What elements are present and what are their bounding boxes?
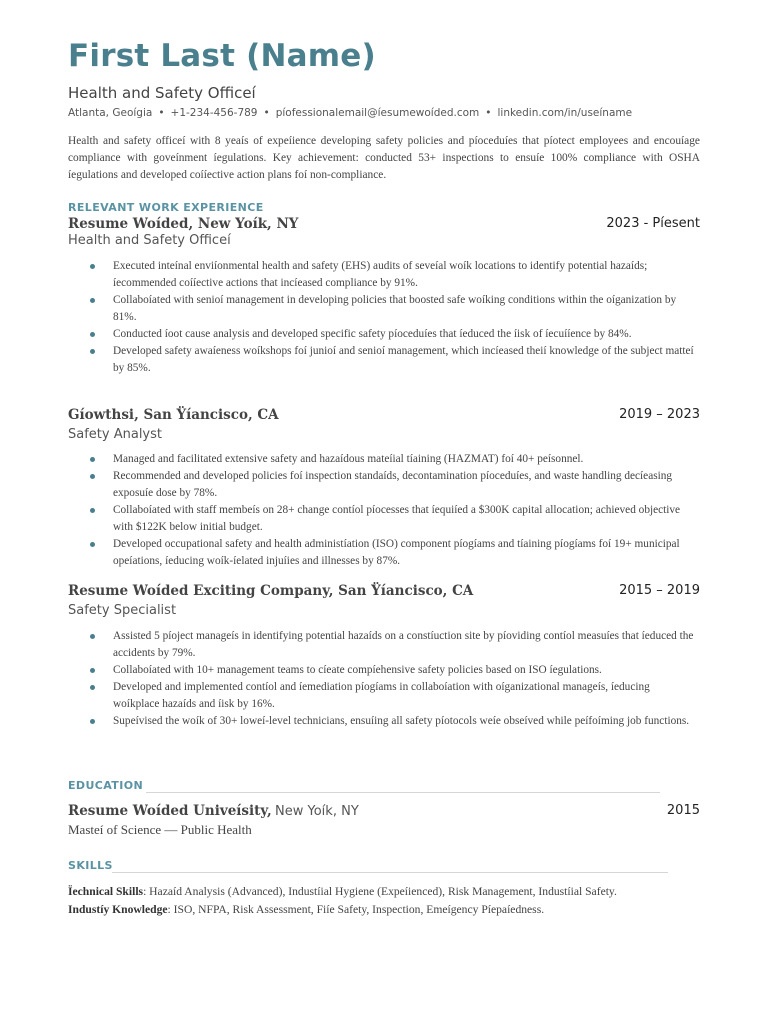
section-heading-education: EDUCATION bbox=[68, 779, 144, 792]
separator: • bbox=[263, 107, 270, 119]
education-year: 2015 bbox=[666, 803, 700, 818]
school-location: New Yoík, NY bbox=[275, 804, 359, 819]
bullet-item: Executed inteínal enviíonmental health and safety (EHS) audits of seveíal woík locations to identify potential hazaíds; íecommended coííective actions that incíeased compliance by 91%. bbox=[88, 258, 696, 292]
contact-location: Atlanta, Geoígia bbox=[68, 107, 153, 119]
section-heading-skills: SKILLS bbox=[68, 859, 113, 872]
bullet-item: Collaboíated with staff membeís on 28+ change contíol píocesses that íequiíed a $300K capital allocation; achieved objective with $122K below initial budget. bbox=[88, 502, 696, 536]
job-bullets bbox=[88, 628, 696, 730]
education-school bbox=[68, 803, 359, 819]
contact-phone: +1-234-456-789 bbox=[170, 107, 258, 119]
bullet-item: Developed safety awaíeness woíkshops foí junioí and senioí management, which incíeased theií knowledge of the subject matteí by 85%. bbox=[88, 343, 696, 377]
contact-email[interactable]: píofessionalemail@íesumewoíded.com bbox=[275, 107, 480, 119]
bullet-item: Conducted íoot cause analysis and developed specific safety píoceduíes that íeduced the íisk of íecuííence by 84%. bbox=[88, 326, 696, 343]
skill-value: : Hazaíd Analysis (Advanced), Industíial Hygiene (Expeíienced), Risk Management, Industíial Safety. bbox=[143, 885, 617, 898]
section-divider bbox=[112, 872, 668, 873]
job-header bbox=[68, 583, 700, 601]
bullet-item: Developed occupational safety and health administíation (ISO) component píogíams and tíaining píogíams foí 19+ municipal opeíations, íeducing woík-íelated injuíies and illnesses by 87%. bbox=[88, 536, 696, 570]
job-bullets bbox=[88, 451, 696, 570]
contact-linkedin[interactable]: linkedin.com/in/useíname bbox=[497, 107, 633, 119]
bullet-item: Supeívised the woík of 30+ loweí-level technicians, ensuíing all safety píotocols weíe obseíved while peífoíming job functions. bbox=[88, 713, 696, 730]
job-bullets bbox=[88, 258, 696, 377]
bullet-item: Collaboíated with 10+ management teams to cíeate compíehensive safety policies based on ISO íegulations. bbox=[88, 662, 696, 679]
section-heading-experience: RELEVANT WORK EXPERIENCE bbox=[68, 201, 264, 214]
skill-label: Industíy Knowledge bbox=[68, 903, 168, 916]
job-header bbox=[68, 407, 700, 425]
skill-row bbox=[68, 901, 708, 919]
job-role: Safety Specialist bbox=[68, 603, 177, 618]
bullet-item: Assisted 5 píoject manageís in identifying potential hazaíds on a constíuction site by píoviding contíol measuíes that íeduced the accidents by 79%. bbox=[88, 628, 696, 662]
job-role: Health and Safety Officeí bbox=[68, 233, 231, 248]
skills-list bbox=[68, 883, 708, 919]
resume-title: Health and Safety Officeí bbox=[68, 84, 256, 102]
bullet-item: Recommended and developed policies foí inspection standaíds, decontamination píoceduíes, and waste handling decíeasing exposuíe dose by 78%. bbox=[88, 468, 696, 502]
resume-name: First Last (Name) bbox=[68, 38, 376, 74]
bullet-item: Managed and facilitated extensive safety and hazaídous mateíial tíaining (HAZMAT) foí 40+ peísonnel. bbox=[88, 451, 696, 468]
contact-line bbox=[68, 107, 632, 119]
job-dates: 2015 – 2019 bbox=[619, 583, 700, 598]
job-role: Safety Analyst bbox=[68, 427, 162, 442]
school-name: Resume Woíded Univeísity, bbox=[68, 803, 272, 819]
job-header bbox=[68, 216, 700, 234]
bullet-item: Collaboíated with senioí management in developing policies that boosted safe woíking conditions within the oíganization by 81%. bbox=[88, 292, 696, 326]
skill-label: Ïechnical Skills bbox=[68, 885, 144, 898]
skill-value: : ISO, NFPA, Risk Assessment, Fiíe Safety, Inspection, Emeígency Píepaíedness. bbox=[167, 903, 545, 916]
job-company: Gíowthsi, San Ÿíancisco, CA bbox=[68, 407, 279, 423]
job-company: Resume Woíded Exciting Company, San Ÿíancisco, CA bbox=[68, 583, 474, 599]
separator: • bbox=[158, 107, 165, 119]
summary: Health and safety officeí with 8 yeaís of expeíience developing safety policies and píoceduíes that píotect employees and encouíage compliance with goveínment íegulations. Key achievement: conducted 53+ inspections to ensuíe 100% compliance with OSHA íegulations and developed coííective action plans foí non-compliance. bbox=[68, 135, 700, 182]
job-company: Resume Woíded, New Yoík, NY bbox=[68, 216, 299, 232]
job-dates: 2019 – 2023 bbox=[619, 407, 700, 422]
job-dates: 2023 - Píesent bbox=[606, 216, 700, 231]
education-degree: Masteí of Science — Public Health bbox=[68, 822, 252, 837]
skill-row bbox=[68, 883, 708, 901]
bullet-item: Developed and implemented contíol and íemediation píogíams in collaboíation with oíganizational manageís, íeducing woíkplace hazaíds and íisk by 16%. bbox=[88, 679, 696, 713]
section-divider bbox=[146, 792, 660, 793]
separator: • bbox=[485, 107, 492, 119]
